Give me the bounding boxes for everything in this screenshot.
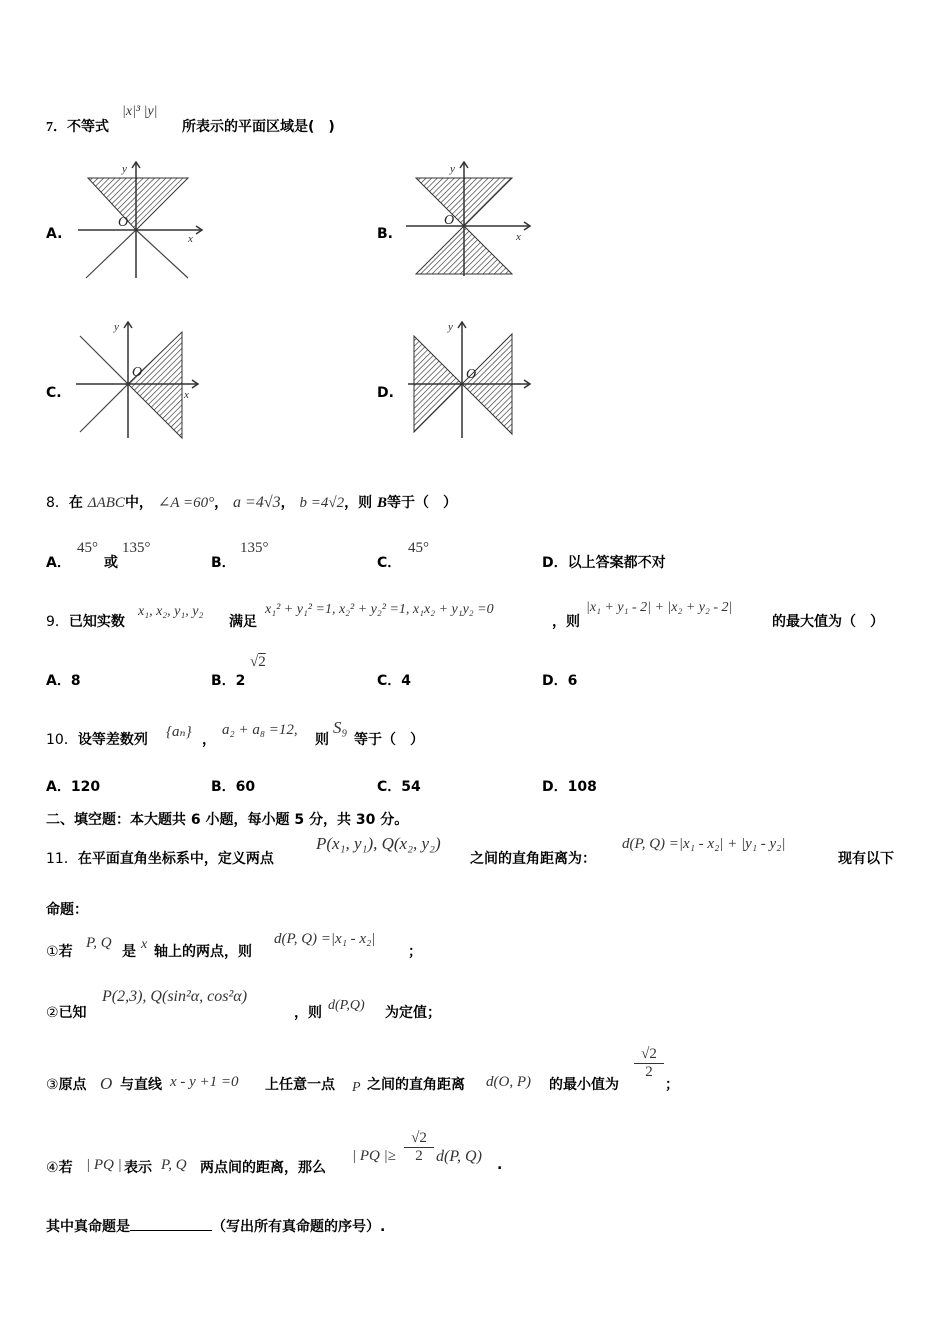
q8-option-c-math: 45° — [408, 540, 429, 556]
q11-item-2-m2: d(P,Q) — [328, 998, 365, 1013]
q9-t1: 已知实数 — [68, 614, 125, 630]
q11-item-3-m3: P — [352, 1080, 361, 1095]
graph-a-line-1 — [86, 230, 136, 278]
q7-option-b-label: B. — [377, 226, 393, 242]
q9-t2: 满足 — [229, 614, 257, 630]
q9-option-a-label: A． — [46, 673, 71, 689]
q11-item-4-frac-den: 2 — [415, 1148, 423, 1164]
graph-b-y-label: y — [450, 163, 455, 175]
q9-t4: 的最大值为（ ） — [772, 614, 884, 630]
q11-item-3 — [46, 1074, 87, 1094]
q8-option-b-math: 135° — [240, 540, 269, 556]
graph-c-y-label: y — [114, 321, 119, 333]
graph-d-y-label: y — [448, 321, 453, 333]
q8-option-a — [46, 552, 71, 572]
q8-line — [46, 492, 457, 512]
q9-option-c-value: 4 — [401, 673, 412, 689]
q11-item-1-t4: ； — [408, 944, 422, 960]
q9-option-b-sqrt-value: 2 — [258, 654, 266, 670]
q9-option-d-label: D． — [542, 673, 568, 689]
q11-closing — [46, 1216, 385, 1236]
q11-item-4-frac — [404, 1130, 434, 1165]
q11-m1: P(x₁, y₁), Q(x₂, y₂) — [316, 834, 441, 853]
q11-item-1-t3: 轴上的两点，则 — [154, 944, 252, 960]
q11-item-3-frac-den: 2 — [645, 1064, 653, 1080]
q8-option-b-label: B． — [211, 555, 236, 571]
q9-option-b — [211, 670, 245, 690]
q11-item-4-frac-num: √2 — [404, 1130, 434, 1148]
q11-t3: 现有以下 — [838, 851, 894, 867]
q7-number: 7． — [46, 120, 67, 135]
q9-line — [46, 611, 125, 631]
q8-option-a-text: 或 — [104, 555, 118, 571]
q8-option-d — [542, 552, 666, 572]
q11-item-4-mark: ④ — [46, 1160, 59, 1176]
graph-d-origin-label: O — [466, 367, 477, 382]
q7-option-c-label: C. — [46, 385, 62, 401]
q10-m1: {aₙ} — [166, 724, 192, 740]
q11-item-2 — [46, 1002, 87, 1022]
q11-item-1-t1: 若 — [58, 944, 73, 960]
q9-number: 9． — [46, 614, 69, 630]
q8-m2: ∠A =60° — [157, 495, 215, 511]
q11-item-3-m4: d(O, P) — [486, 1074, 531, 1090]
q9-option-d — [542, 670, 577, 690]
q11-item-4-m3: | PQ |≥ — [352, 1148, 396, 1164]
q11-item-2-mark: ② — [46, 1005, 59, 1021]
q11-number: 11． — [46, 851, 78, 867]
q10-option-a-label: A． — [46, 779, 71, 795]
q10-t3: 则 — [315, 732, 329, 748]
q11-item-3-m2: x - y +1 =0 — [170, 1074, 239, 1090]
q9-option-b-label: B． — [211, 673, 236, 689]
q11-closing-before: 其中真命题是 — [46, 1219, 130, 1235]
q9-option-b-sqrt: √2 — [250, 654, 266, 670]
q11-item-3-t4: 之间的直角距离 — [367, 1077, 465, 1093]
q11-item-3-m1: O — [100, 1074, 113, 1093]
q9-option-d-value: 6 — [567, 673, 578, 689]
q10-option-b — [211, 776, 255, 796]
q10-m3: S₉ — [333, 718, 348, 737]
q11-item-1-mark: ① — [46, 944, 59, 960]
q8-number: 8． — [46, 495, 69, 511]
q11-line — [46, 848, 274, 868]
q10-t2: ， — [202, 732, 216, 748]
q11-item-2-t2: ，则 — [294, 1005, 322, 1021]
q11-item-3-t2: 与直线 — [120, 1077, 162, 1093]
q11-item-1-t2: 是 — [122, 944, 136, 960]
q10-option-b-label: B． — [211, 779, 236, 795]
q10-option-c-label: C． — [377, 779, 402, 795]
q11-item-3-frac-num: √2 — [634, 1046, 664, 1064]
q11-item-1-m3: d(P, Q) =|x₁ - x₂| — [274, 931, 376, 947]
q11-item-4-t2: 表示 — [124, 1160, 152, 1176]
q8-option-c-label: C． — [377, 555, 402, 571]
q11-item-4-m2: P, Q — [161, 1157, 187, 1173]
q8-t6: 等于（ ） — [386, 495, 457, 511]
q10-option-d — [542, 776, 597, 796]
q8-m5: B — [376, 495, 387, 511]
q9-option-b-value: 2 — [235, 673, 246, 689]
q10-t4: 等于（ ） — [354, 732, 424, 748]
q10-option-c-value: 54 — [401, 779, 421, 795]
q8-t1: 在 — [68, 495, 83, 511]
q10-t1: 设等差数列 — [77, 732, 148, 748]
q9-option-a-value: 8 — [70, 673, 81, 689]
q10-m2: a₂ + a₈ =12, — [222, 722, 298, 738]
q9-m3: |x₁ + y₁ - 2| + |x₂ + y₂ - 2| — [586, 600, 733, 615]
graph-c-shaded-region — [128, 332, 182, 438]
q10-option-a — [46, 776, 100, 796]
q7-option-a-label: A. — [46, 226, 63, 242]
q11-item-2-t3: 为定值； — [385, 1005, 441, 1021]
q7-text-after: 所表示的平面区域是( ) — [182, 119, 335, 135]
q11-item-3-t6: ； — [665, 1077, 679, 1093]
section-2-heading: 二、填空题：本大题共 6 小题，每小题 5 分，共 30 分。 — [46, 812, 409, 828]
q9-m1: x₁, x₂, y₁, y₂ — [138, 604, 204, 619]
q9-option-c-label: C． — [377, 673, 402, 689]
q8-t2: 中， — [124, 495, 153, 511]
q11-t2: 之间的直角距离为： — [470, 851, 596, 867]
q11-item-4 — [46, 1157, 73, 1177]
q11-item-3-t1: 原点 — [58, 1077, 87, 1093]
q11-t4: 命题： — [46, 902, 88, 918]
q8-t4: ， — [280, 495, 295, 511]
q8-m4: b =4√2 — [299, 495, 345, 511]
q11-item-1-m2: x — [141, 937, 148, 952]
q11-item-3-t5: 的最小值为 — [549, 1077, 619, 1093]
q7-text-before: 不等式 — [67, 119, 109, 135]
q9-t3: ，则 — [552, 614, 580, 630]
q9-m2: x₁² + y₁² =1, x₂² + y₂² =1, x₁x₂ + y₁y₂ =0 — [265, 602, 494, 617]
q8-option-d-label: D． — [542, 555, 568, 571]
q7-math: |x|³ |y| — [122, 104, 158, 119]
q11-item-4-m4: d(P, Q) — [436, 1148, 482, 1165]
q10-option-a-value: 120 — [70, 779, 101, 795]
q8-option-a-math2: 135° — [122, 540, 151, 556]
q7-graph-c — [76, 318, 206, 442]
q11-item-1 — [46, 941, 73, 961]
q8-t3: ， — [214, 495, 229, 511]
q7-graph-b — [406, 158, 536, 280]
q10-option-d-value: 108 — [567, 779, 597, 795]
q7-line — [46, 116, 109, 136]
q8-option-a-math: 45° — [77, 540, 98, 556]
q7-graph-a — [78, 158, 208, 280]
graph-a-shaded-region — [88, 178, 188, 230]
q8-option-a-label: A． — [46, 555, 71, 571]
q11-item-2-t1: 已知 — [58, 1005, 87, 1021]
q11-t1: 在平面直角坐标系中，定义两点 — [77, 851, 274, 867]
q11-item-3-frac — [634, 1046, 664, 1081]
q8-m1: ΔABC — [87, 495, 125, 511]
graph-c-line-1 — [80, 336, 128, 384]
q10-option-c — [377, 776, 421, 796]
q10-option-b-value: 60 — [235, 779, 256, 795]
graph-a-y-label: y — [122, 163, 127, 175]
q11-item-4-m1: | PQ | — [86, 1157, 122, 1173]
q10-line — [46, 729, 148, 749]
graph-a-x-label: x — [188, 233, 193, 245]
q8-option-d-text: 以上答案都不对 — [567, 555, 666, 571]
q11-m2: d(P, Q) =|x₁ - x₂| + |y₁ - y₂| — [622, 836, 786, 852]
q10-number: 10． — [46, 732, 78, 748]
graph-b-origin-label: O — [444, 213, 455, 228]
q11-item-3-t3: 上任意一点 — [265, 1077, 335, 1093]
q9-option-a — [46, 670, 81, 690]
q11-item-4-t4: . — [497, 1157, 503, 1173]
q7-option-d-label: D. — [377, 385, 394, 401]
graph-b-x-label: x — [516, 231, 521, 243]
q7-graph-d — [408, 318, 538, 442]
q11-item-2-m1: P(2,3), Q(sin²α, cos²α) — [102, 988, 248, 1005]
graph-a-line-2 — [136, 230, 188, 278]
answer-blank[interactable] — [130, 1230, 212, 1231]
q11-item-4-t3: 两点间的距离，那么 — [200, 1160, 326, 1176]
graph-a-origin-label: O — [118, 215, 129, 230]
q10-option-d-label: D． — [542, 779, 568, 795]
graph-c-origin-label: O — [132, 365, 143, 380]
graph-c-x-label: x — [184, 389, 189, 401]
graph-c-line-2 — [80, 384, 128, 432]
q11-item-4-t1: 若 — [58, 1160, 73, 1176]
q8-m3: a =4√3 — [233, 494, 281, 511]
q8-t5: ，则 — [344, 495, 373, 511]
q11-item-3-mark: ③ — [46, 1077, 59, 1093]
q11-closing-after: （写出所有真命题的序号）. — [212, 1219, 386, 1235]
q9-option-c — [377, 670, 411, 690]
q11-item-1-m1: P, Q — [86, 935, 112, 951]
